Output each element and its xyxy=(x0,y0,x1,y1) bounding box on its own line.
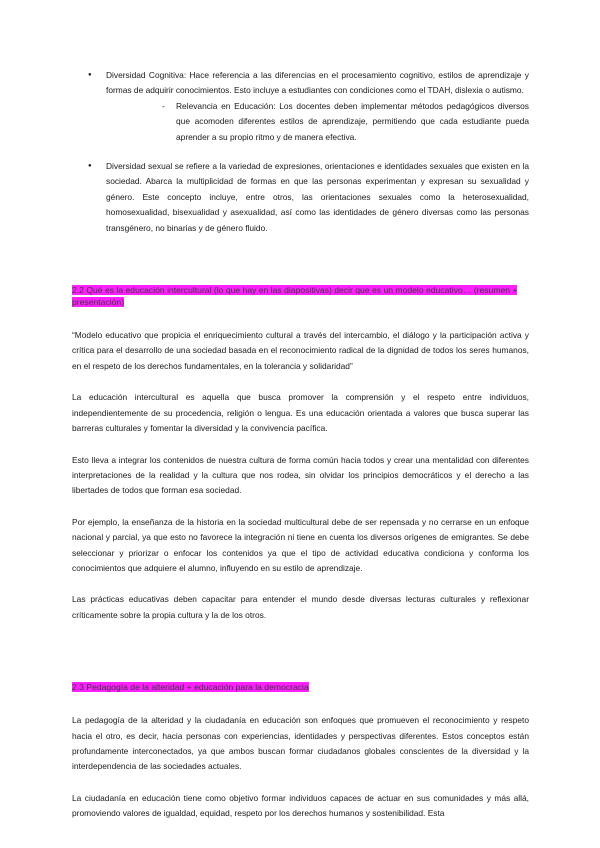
bullet-text: ● Diversidad sexual se refiere a la variedad de expresiones, orientaciones e identidades sexuales que existen en la sociedad. Abarca la multiplicidad de formas en que las personas experimentan y expresan su sexualidad y género. Este concepto incluye, entre otros, las orientaciones sexuales como la heterosexualidad, homosexualidad, bisexualidad y asexualidad, así como las identidades de género diversas como las personas transgénero, no binarias y de género fluido. xyxy=(106,161,529,233)
sub-bullet-relevance xyxy=(106,99,529,145)
section-heading-2-2 xyxy=(72,284,529,308)
sub-bullet-dash: - xyxy=(162,100,165,111)
paragraph: Por ejemplo, la enseñanza de la historia en la sociedad multicultural debe de ser repensada y no cerrarse en un enfoque nacional y parcial, ya que esto no favorece la integración ni tiene en cuenta los diversos orígenes de emigrantes. Se debe seleccionar y priorizar o enfocar los contenidos ya que el tipo de actividad educativa condiciona y conforma los conocimientos que adquiere el alumno, influyendo en su estilo de aprendizaje. xyxy=(72,516,529,573)
section-heading-text: 2.3 Pedagogía de la alteridad + educación para la democracia xyxy=(72,682,309,693)
paragraph: Esto lleva a integrar los contenidos de nuestra cultura de forma común hacia todos y crear una mentalidad con diferentes interpretaciones de la realidad y la cultura que nos rodea, sin olvidar los principios democráticos y el derecho a las libertades de todos que forman esa sociedad. xyxy=(72,454,529,496)
section-heading-2-3 xyxy=(72,681,529,693)
bullet-cognitive-diversity xyxy=(72,68,529,145)
paragraph: La educación intercultural es aquella que busca promover la comprensión y el respeto entre individuos, independientemente de su procedencia, religión o lengua. Es una educación orientada a valores que busca superar las barreras culturales y fomentar la diversidad y la convivencia pacífica. xyxy=(72,392,529,434)
paragraph: Las prácticas educativas deben capacitar para entender el mundo desde diversas lecturas culturales y reflexionar críticamente sobre la propia cultura y la de los otros. xyxy=(72,594,529,620)
paragraph-quote: “Modelo educativo que propicia el enriquecimiento cultural a través del intercambio, el diálogo y la participación activa y crítica para el desarrollo de una sociedad basada en el reconocimiento radical de la dignidad de todos los seres humanos, en el respeto de los derechos fundamentales, en la tolerancia y solidaridad” xyxy=(72,330,529,371)
paragraph: La pedagogía de la alteridad y la ciudadanía en educación son enfoques que promueven el reconocimiento y respeto hacia el otro, es decir, hacia personas con experiencias, identidades y perspectivas diferentes. Estos conceptos están profundamente interconectados, ya que ambos buscan formar ciudadanos globales conscientes de la diversidad y la interdependencia de las sociedades actuales. xyxy=(72,715,529,772)
section-heading-text: 2.2 Qué es la educación intercultural (lo que hay en las diapositivas) decir que es un modelo educativo… (resumen + presentación) xyxy=(72,285,518,308)
bullet-text: ● Diversidad Cognitiva: Hace referencia a las diferencias en el procesamiento cognitivo, estilos de aprendizaje y formas de adquirir conocimientos. Esto incluye a estudiantes con condiciones como el TDAH, dislexia o autismo. xyxy=(106,70,529,96)
paragraph: La ciudadanía en educación tiene como objetivo formar individuos capaces de actuar en sus comunidades y más allá, promoviendo valores de igualdad, equidad, respeto por los derechos humanos y sostenibilidad. Esta xyxy=(72,792,529,819)
sub-bullet-text: Relevancia en Educación: Los docentes deben implementar métodos pedagógicos diversos que acomoden diferentes estilos de aprendizaje, permitiendo que cada estudiante pueda aprender a su propio ritmo y de manera efectiva. xyxy=(176,100,529,142)
bullet-sexual-diversity xyxy=(72,159,529,236)
page-content xyxy=(72,68,529,822)
diversity-bullet-list xyxy=(72,68,529,236)
